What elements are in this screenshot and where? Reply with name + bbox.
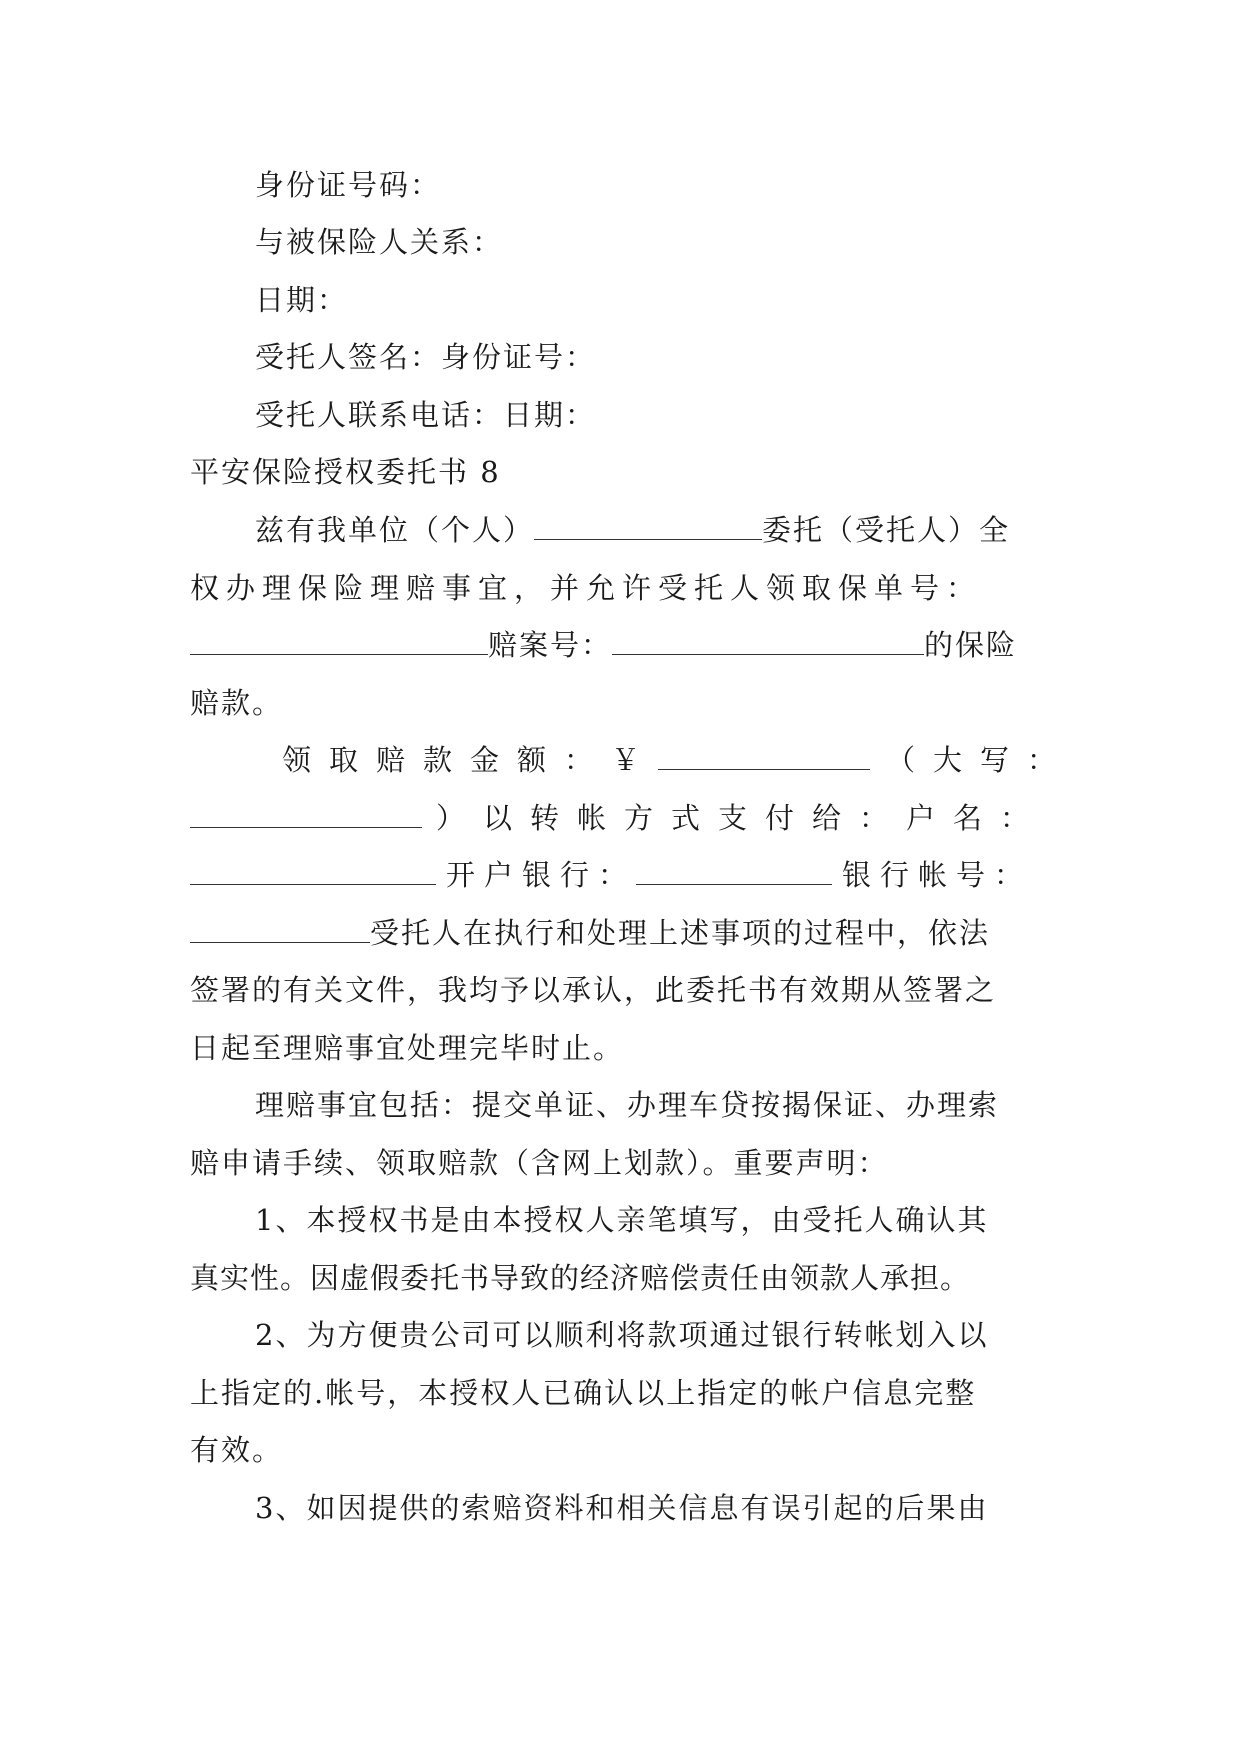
- blank-field: [190, 628, 488, 655]
- paragraph-3-line-2: [190, 1143, 1050, 1183]
- paragraph-1-line-1: [255, 510, 1115, 550]
- text-segment: 赔申请手续、领取赔款（含网上划款）。重要声明：: [190, 1146, 889, 1180]
- trustee-phone-label: 受托人联系电话：日期：: [255, 398, 597, 432]
- blank-field: [658, 743, 870, 770]
- text-segment: 银行帐号：: [842, 858, 1033, 892]
- text-segment: 赔款。: [190, 686, 284, 720]
- paragraph-3-line-1: [255, 1085, 1115, 1125]
- paragraph-4-line-2: [190, 1258, 1050, 1298]
- blank-field: [636, 858, 832, 885]
- paragraph-2-line-5: [190, 970, 1050, 1010]
- text-segment: 权办理保险理赔事宜，并允许受托人领取保单号：: [190, 571, 983, 605]
- paragraph-1-line-4: [190, 683, 1050, 723]
- paragraph-5-line-1: [255, 1315, 1115, 1355]
- text-segment: 的保险: [924, 628, 1018, 662]
- paragraph-2-line-2: [190, 798, 1050, 838]
- text-segment: 上指定的.帐号，本授权人已确认以上指定的帐户信息完整: [190, 1376, 977, 1410]
- section-title: [190, 452, 1050, 492]
- blank-field: [534, 513, 762, 540]
- paragraph-5-line-2: [190, 1373, 1050, 1413]
- text-segment: 委托（受托人）全: [762, 513, 1011, 547]
- id-number-line: [255, 165, 1115, 205]
- blank-field: [612, 628, 924, 655]
- paragraph-4-line-1: [255, 1200, 1115, 1240]
- text-segment: 兹有我单位（个人）: [255, 513, 535, 547]
- text-segment: ）以转帐方式支付给：户名：: [436, 801, 1048, 835]
- section-title-text: 平安保险授权委托书 8: [190, 455, 501, 489]
- trustee-phone-line: [255, 395, 1115, 435]
- text-segment: 领取赔款金额：￥: [282, 743, 659, 777]
- text-segment: 赔案号：: [488, 628, 613, 662]
- paragraph-2-line-3: [190, 855, 1050, 895]
- paragraph-1-line-3: [190, 625, 1050, 665]
- relationship-label: 与被保险人关系：: [255, 225, 504, 259]
- date-label: 日期：: [255, 283, 349, 317]
- text-segment: （大写：: [886, 743, 1075, 777]
- paragraph-2-line-4: [190, 913, 1050, 953]
- paragraph-1-line-2: [190, 568, 1050, 608]
- blank-field: [190, 801, 422, 828]
- paragraph-5-line-3: [190, 1430, 1050, 1470]
- text-segment: 开户银行：: [446, 858, 637, 892]
- text-segment: 3、如因提供的索赔资料和相关信息有误引起的后果由: [255, 1491, 989, 1525]
- text-segment: 签署的有关文件，我均予以承认，此委托书有效期从签署之: [190, 973, 997, 1007]
- text-segment: 受托人在执行和处理上述事项的过程中，依法: [370, 916, 991, 950]
- text-segment: 理赔事宜包括：提交单证、办理车贷按揭保证、办理索: [255, 1088, 1000, 1122]
- text-segment: 日起至理赔事宜处理完毕时止。: [190, 1031, 625, 1065]
- paragraph-2-line-6: [190, 1028, 1050, 1068]
- date-line: [255, 280, 1115, 320]
- text-segment: 2、为方便贵公司可以顺利将款项通过银行转帐划入以: [255, 1318, 989, 1352]
- text-segment: 有效。: [190, 1433, 284, 1467]
- trustee-signature-line: [255, 337, 1115, 377]
- trustee-signature-label: 受托人签名：身份证号：: [255, 340, 597, 374]
- paragraph-2-line-1: [282, 740, 1142, 780]
- text-segment: 真实性。因虚假委托书导致的经济赔偿责任由领款人承担。: [190, 1261, 971, 1295]
- relationship-line: [255, 222, 1115, 262]
- blank-field: [190, 916, 370, 943]
- text-segment: 1、本授权书是由本授权人亲笔填写，由受托人确认其: [255, 1203, 989, 1237]
- blank-field: [190, 858, 436, 885]
- id-number-label: 身份证号码：: [255, 168, 442, 202]
- paragraph-6-line-1: [255, 1488, 1115, 1528]
